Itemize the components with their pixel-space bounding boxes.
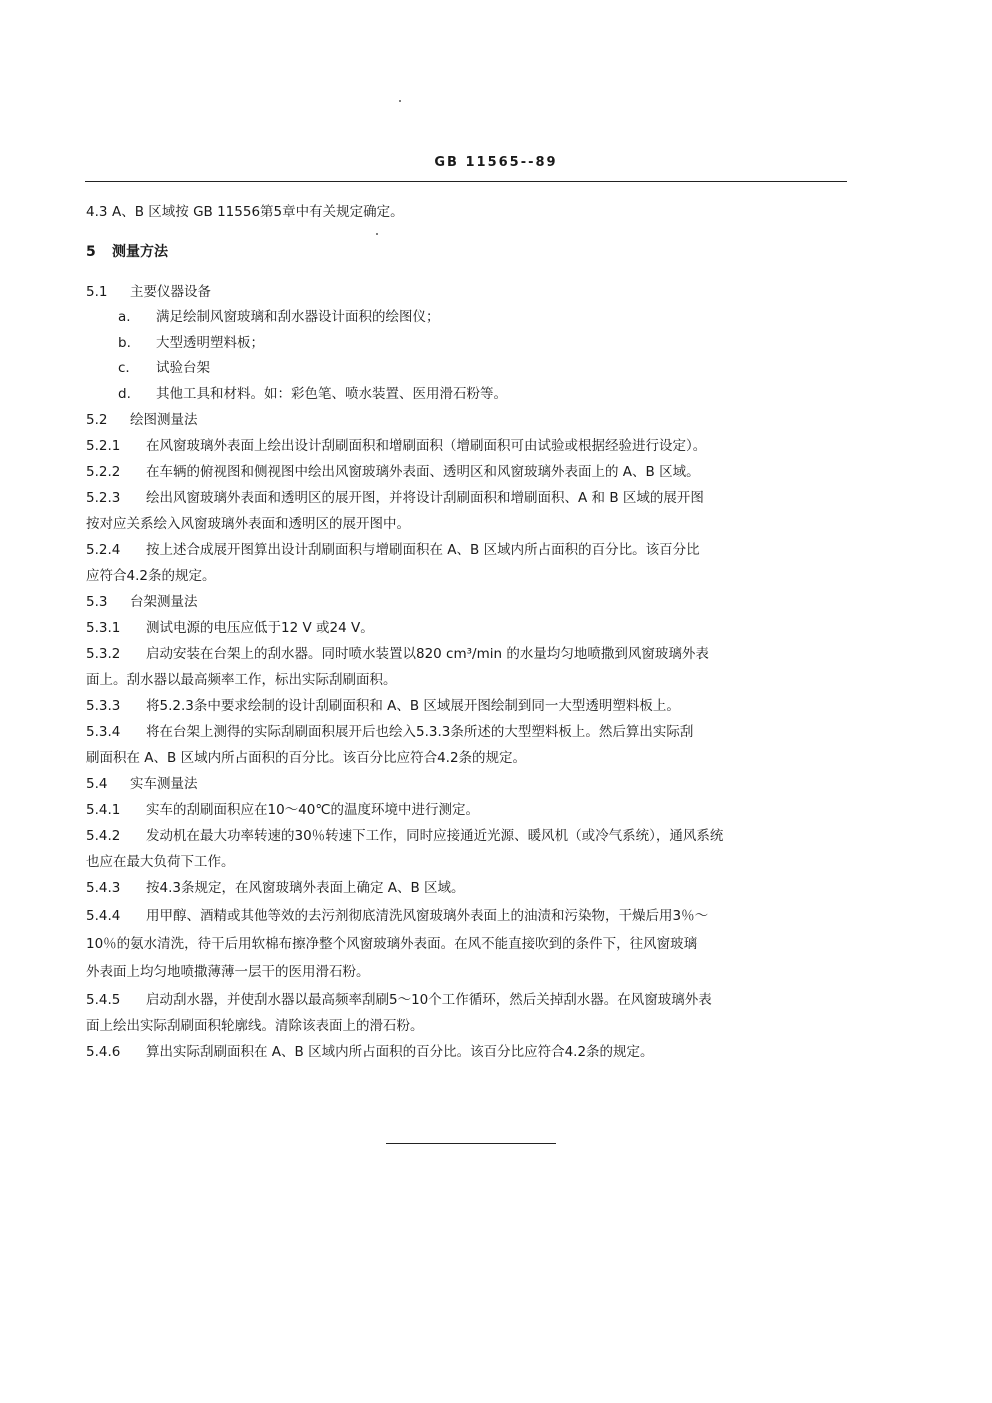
clause-5-4-2-continued — [86, 853, 235, 871]
clause-number: 5.4.5 — [86, 992, 121, 1008]
list-item-b — [118, 334, 264, 352]
clause-text: 启动刮水器，并使刮水器以最高频率刮刷5～10个工作循环，然后关掉刮水器。在风窗玻璃外表 — [146, 992, 712, 1008]
clause-number: 5.3 — [86, 594, 108, 610]
clause-text: 面上绘出实际刮刷面积轮廓线。清除该表面上的滑石粉。 — [86, 1018, 424, 1034]
clause-number: 5.4.6 — [86, 1044, 121, 1060]
scan-speck — [399, 100, 401, 102]
item-marker: a. — [118, 309, 131, 325]
clause-5-2-4 — [86, 541, 700, 559]
item-text: 其他工具和材料。如：彩色笔、喷水装置、医用滑石粉等。 — [156, 386, 507, 402]
section-5-heading — [86, 243, 168, 261]
clause-text: 将5.2.3条中要求绘制的设计刮刷面积和 A、B 区域展开图绘制到同一大型透明塑料板上。 — [146, 698, 680, 714]
section-number: 5 — [86, 244, 96, 260]
clause-text: 刷面积在 A、B 区域内所占面积的百分比。该百分比应符合4.2条的规定。 — [86, 750, 527, 766]
clause-5-4-4 — [86, 907, 708, 925]
clause-5-4-1 — [86, 801, 479, 819]
clause-number: 5.2.3 — [86, 490, 121, 506]
list-item-a — [118, 308, 440, 326]
clause-5-2-3 — [86, 489, 704, 507]
clause-text: 发动机在最大功率转速的30％转速下工作，同时应接通近光源、暖风机（或冷气系统），通风系统 — [146, 828, 724, 844]
clause-number: 5.4.4 — [86, 908, 121, 924]
clause-number: 5.3.3 — [86, 698, 121, 714]
clause-text: 将在台架上测得的实际刮刷面积展开后也绘入5.3.3条所述的大型塑料板上。然后算出实际刮 — [146, 724, 694, 740]
clause-5-3-4 — [86, 723, 693, 741]
clause-5-4-5-continued — [86, 1017, 424, 1035]
clause-number: 5.2.1 — [86, 438, 121, 454]
item-text: 大型透明塑料板； — [156, 335, 264, 351]
item-marker: d. — [118, 386, 131, 402]
clause-text: 外表面上均匀地喷撒薄薄一层干的医用滑石粉。 — [86, 964, 370, 980]
clause-number: 5.2 — [86, 412, 108, 428]
clause-4-3 — [86, 203, 404, 221]
clause-text: 测试电源的电压应低于12 V 或24 V。 — [146, 620, 374, 636]
clause-number: 5.4.2 — [86, 828, 121, 844]
clause-5-4-3 — [86, 879, 465, 897]
clause-text: 绘出风窗玻璃外表面和透明区的展开图，并将设计刮刷面积和增刷面积、A 和 B 区域的展开图 — [146, 490, 704, 506]
item-marker: c. — [118, 360, 130, 376]
list-item-d — [118, 385, 507, 403]
clause-5-4-4-continued-2 — [86, 963, 370, 981]
clause-text: 台架测量法 — [130, 594, 198, 610]
clause-text: 启动安装在台架上的刮水器。同时喷水装置以820 cm³/min 的水量均匀地喷撒到风窗玻璃外表 — [146, 646, 709, 662]
clause-text: 应符合4.2条的规定。 — [86, 568, 216, 584]
clause-number: 5.3.1 — [86, 620, 121, 636]
clause-5-4-6 — [86, 1043, 654, 1061]
clause-text: 也应在最大负荷下工作。 — [86, 854, 235, 870]
clause-text: 按对应关系绘入风窗玻璃外表面和透明区的展开图中。 — [86, 516, 410, 532]
clause-5-3-3 — [86, 697, 680, 715]
clause-5-2-3-continued — [86, 515, 410, 533]
standard-header: GB 11565--89 — [434, 155, 558, 170]
clause-5-3-4-continued — [86, 749, 526, 767]
list-item-c — [118, 359, 210, 377]
end-of-document-rule — [386, 1143, 556, 1144]
item-text: 满足绘制风窗玻璃和刮水器设计面积的绘图仪； — [156, 309, 440, 325]
clause-number: 5.4.1 — [86, 802, 121, 818]
clause-number: 5.2.4 — [86, 542, 121, 558]
clause-number: 5.4 — [86, 776, 108, 792]
clause-text: 算出实际刮刷面积在 A、B 区域内所占面积的百分比。该百分比应符合4.2条的规定。 — [146, 1044, 654, 1060]
clause-text: 在风窗玻璃外表面上绘出设计刮刷面积和增刷面积（增刷面积可由试验或根据经验进行设定）。 — [146, 438, 707, 454]
clause-text: 按4.3条规定，在风窗玻璃外表面上确定 A、B 区域。 — [146, 880, 465, 896]
clause-text: 绘图测量法 — [130, 412, 198, 428]
clause-text: 实车测量法 — [130, 776, 198, 792]
clause-5-3-1 — [86, 619, 374, 637]
clause-5-3 — [86, 593, 198, 611]
clause-5-2-1 — [86, 437, 706, 455]
item-text: 试验台架 — [156, 360, 210, 376]
clause-5-4 — [86, 775, 198, 793]
clause-number: 5.3.2 — [86, 646, 121, 662]
clause-5-2-2 — [86, 463, 700, 481]
clause-text: 主要仪器设备 — [130, 284, 211, 300]
clause-number: 5.3.4 — [86, 724, 121, 740]
clause-5-3-2-continued — [86, 671, 397, 689]
clause-text: A、B 区域按 GB 11556第5章中有关规定确定。 — [112, 204, 404, 220]
clause-number: 4.3 — [86, 204, 108, 220]
clause-5-4-4-continued — [86, 935, 697, 953]
clause-5-4-2 — [86, 827, 723, 845]
clause-text: 10％的氨水清洗，待干后用软棉布擦净整个风窗玻璃外表面。在风不能直接吹到的条件下，往风窗玻璃 — [86, 936, 698, 952]
item-marker: b. — [118, 335, 131, 351]
clause-5-4-5 — [86, 991, 712, 1009]
clause-5-3-2 — [86, 645, 709, 663]
clause-text: 在车辆的俯视图和侧视图中绘出风窗玻璃外表面、透明区和风窗玻璃外表面上的 A、B 区域。 — [146, 464, 700, 480]
section-title: 测量方法 — [112, 244, 168, 260]
clause-number: 5.2.2 — [86, 464, 121, 480]
clause-number: 5.4.3 — [86, 880, 121, 896]
clause-text: 实车的刮刷面积应在10～40℃的温度环境中进行测定。 — [146, 802, 480, 818]
clause-text: 用甲醇、酒精或其他等效的去污剂彻底清洗风窗玻璃外表面上的油渍和污染物，干燥后用3％～ — [146, 908, 709, 924]
scan-speck — [376, 233, 378, 235]
clause-text: 面上。刮水器以最高频率工作，标出实际刮刷面积。 — [86, 672, 397, 688]
clause-text: 按上述合成展开图算出设计刮刷面积与增刷面积在 A、B 区域内所占面积的百分比。该百分比 — [146, 542, 700, 558]
clause-5-2-4-continued — [86, 567, 215, 585]
clause-5-1 — [86, 283, 211, 301]
clause-number: 5.1 — [86, 284, 108, 300]
clause-5-2 — [86, 411, 198, 429]
header-rule — [85, 181, 847, 182]
